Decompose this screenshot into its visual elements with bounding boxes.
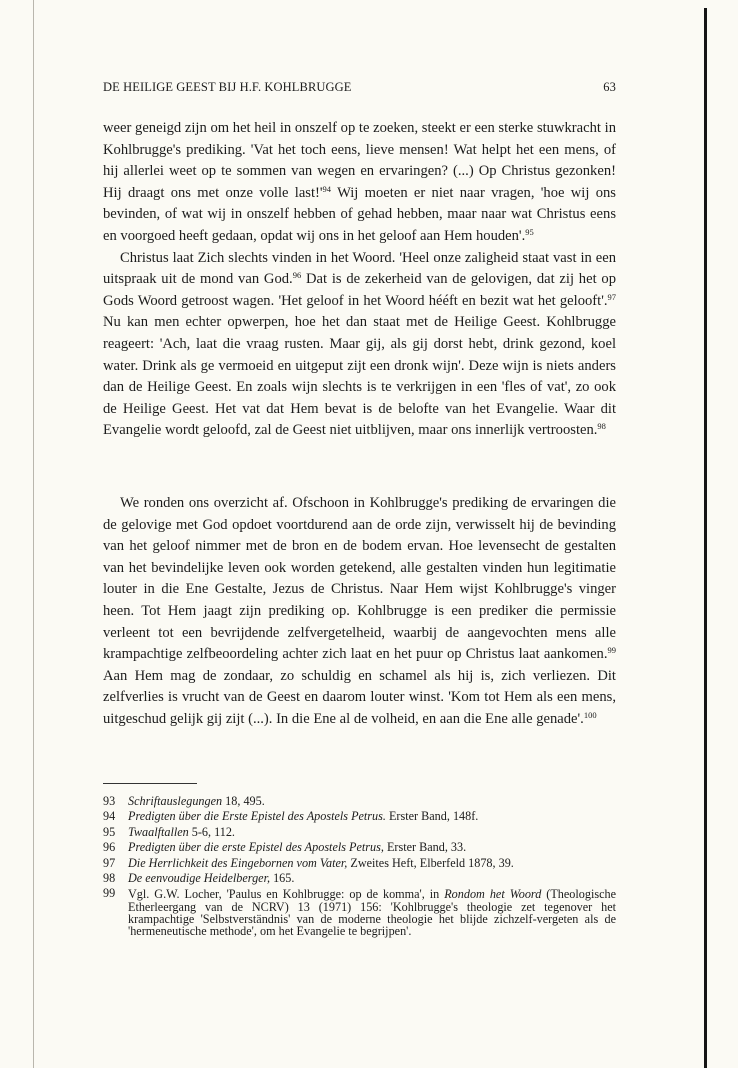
footnote-number: 96: [103, 840, 116, 855]
p2-text-a: Christus laat Zich slechts vinden in het Woord. 'Heel onze zaligheid staat vast in een uitspraak uit de mond van God.: [103, 249, 616, 288]
footnote-title: Schriftauslegungen: [128, 794, 223, 808]
footnotes: [103, 794, 616, 937]
p2-text-c: Nu kan men echter opwerpen, hoe het dan staat met de Heilige Geest. Kohlbrugge reageert: 'Ach, laat die vraag rusten. Maar gij, als gij dorst hebt, drink gezond, koel water. Drink als ge vermoeid en uitgeput zijt een dronk wijn'. Deze wijn is niets anders dan de Heilige Geest. En zoals wijn slechts is te verkrijgen in een 'fles of vat', zo ook de Heilige Geest. Het vat dat Hem bevat is de belofte van het Evangelie. Waar dit Evangelie wordt geloofd, zal de Geest niet uitblijven, maar ons innerlijk vertroosten.: [103, 314, 616, 439]
paragraph-1: [103, 118, 616, 248]
footnote-title: Predigten über die Erste Epistel des Apostels Petrus.: [128, 809, 386, 824]
footnote-98: [103, 871, 616, 886]
footnote-99: [103, 886, 616, 937]
footnote-title: Predigten über die erste Epistel des Apostels Petrus,: [128, 840, 384, 855]
footnote-ref-95: 95: [525, 226, 534, 237]
p2-text-b: Dat is de zekerheid van de gelovigen, dat zij het op Gods Woord getroost wagen. 'Het geloof in het Woord hééft en bezit wat het gelooft'.: [103, 271, 617, 309]
footnote-ref-100: 100: [583, 709, 597, 720]
footnote-ref-99: 99: [607, 645, 616, 656]
running-header: [103, 80, 616, 95]
footnote-93: [103, 794, 616, 809]
footnote-number: 99: [103, 886, 116, 901]
body-text-upper: [103, 118, 616, 442]
footnote-title: Die Herrlichkeit des Eingebornen vom Vater,: [128, 855, 348, 870]
footnote-ref-97: 97: [607, 291, 616, 302]
footnote-ref-94: 94: [322, 183, 332, 194]
footnote-95: [103, 825, 616, 840]
footnote-pre: Vgl. G.W. Locher, 'Paulus en Kohlbrugge: op de komma', in: [128, 887, 445, 902]
footnote-rest: Zweites Heft, Elberfeld 1878, 39.: [347, 855, 514, 870]
footnote-title: Twaalftallen: [128, 824, 189, 839]
footnote-number: 93: [103, 794, 116, 808]
footnote-97: [103, 856, 616, 871]
footnote-divider: [103, 783, 197, 784]
footnote-94: [103, 809, 616, 824]
footnote-number: 98: [103, 871, 116, 886]
page-edge-right: [704, 8, 707, 1068]
p3-text-b: Aan Hem mag de zondaar, zo schuldig en schamel als hij is, zich verliezen. Dit zelfverlies is vrucht van de Geest en daarom louter winst. 'Kom tot Hem als een mens, uitgeschud gelijk gij zijt (...). In die Ene al de volheid, en aan die Ene alle genade'.: [103, 667, 616, 727]
p3-text-a: We ronden ons overzicht af. Ofschoon in Kohlbrugge's prediking de ervaringen die de gelovige met God opdoet voortdurend aan de orde zijn, verwisselt hij de bevinding van het geloof nimmer met de bron en de bodem ervan. Hoe levensecht de gestalten van het bevindelijke leven ook worden getekend, alle gestalten vinden hun legitimatie louter in die Ene Gestalte, Jezus de Christus. Naar Hem wijst Kohlbrugge's vinger heen. Tot Hem jaagt zijn prediking op. Kohlbrugge is een prediker die permissie verleent tot een bevrijdende zelfvergetelheid, waarbij de aangevochten mens alle krampachtige zelfbeoordeling achter zich laat en het puur op Christus laat aankomen.: [103, 495, 616, 663]
footnote-number: 94: [103, 809, 116, 824]
footnote-number: 97: [103, 855, 116, 870]
footnote-ref-96: 96: [292, 270, 302, 281]
footnote-rest: (Theologische Etherleergang van de NCRV) 13 (1971) 156: 'Kohlbrugge's theologie zet tegenover het krampachtige 'Selbstverständnis' van de moderne theologie het blijde zichzelf-vergeten als de 'hermeneutische methode', om het Evangelie te begrijpen'.: [128, 887, 617, 939]
paragraph-2: [103, 248, 616, 442]
footnote-96: [103, 840, 616, 855]
footnote-title: De eenvoudige Heidelberger,: [128, 871, 271, 886]
running-title: DE HEILIGE GEEST BIJ H.F. KOHLBRUGGE: [103, 80, 352, 94]
p1-text-b: Wij moeten er niet naar vragen, 'hoe wij ons bevinden, of wat wij in onszelf hebben of gehad hebben, maar naar wat Christus eens en voorgoed heeft gedaan, opdat wij ons in het geloof aan Hem houden'.: [103, 184, 616, 244]
footnote-rest: Erster Band, 148f.: [385, 809, 479, 824]
footnote-number: 95: [103, 824, 116, 839]
page-number: 63: [603, 80, 616, 94]
footnote-ref-98: 98: [597, 421, 606, 432]
footnote-rest: 5-6, 112.: [188, 824, 235, 839]
paragraph-3: [103, 493, 616, 731]
footnote-rest: Erster Band, 33.: [383, 840, 467, 855]
footnote-rest: 18, 495.: [222, 794, 265, 808]
footnote-title: Rondom het Woord: [444, 887, 542, 902]
body-text-lower: [103, 493, 616, 731]
p1-text-a: weer geneigd zijn om het heil in onszelf op te zoeken, steekt er een sterke stuwkracht in Kohlbrugge's prediking. 'Vat het toch eens, lieve mensen! Wat helpt het een mens, of hij allerlei weet op te sommen van wegen en ervaringen? (...) Op Christus gezonken! Hij draagt ons met onze volle last!': [103, 120, 616, 201]
footnote-rest: 165.: [270, 871, 295, 886]
page-edge-left: [33, 0, 34, 1068]
